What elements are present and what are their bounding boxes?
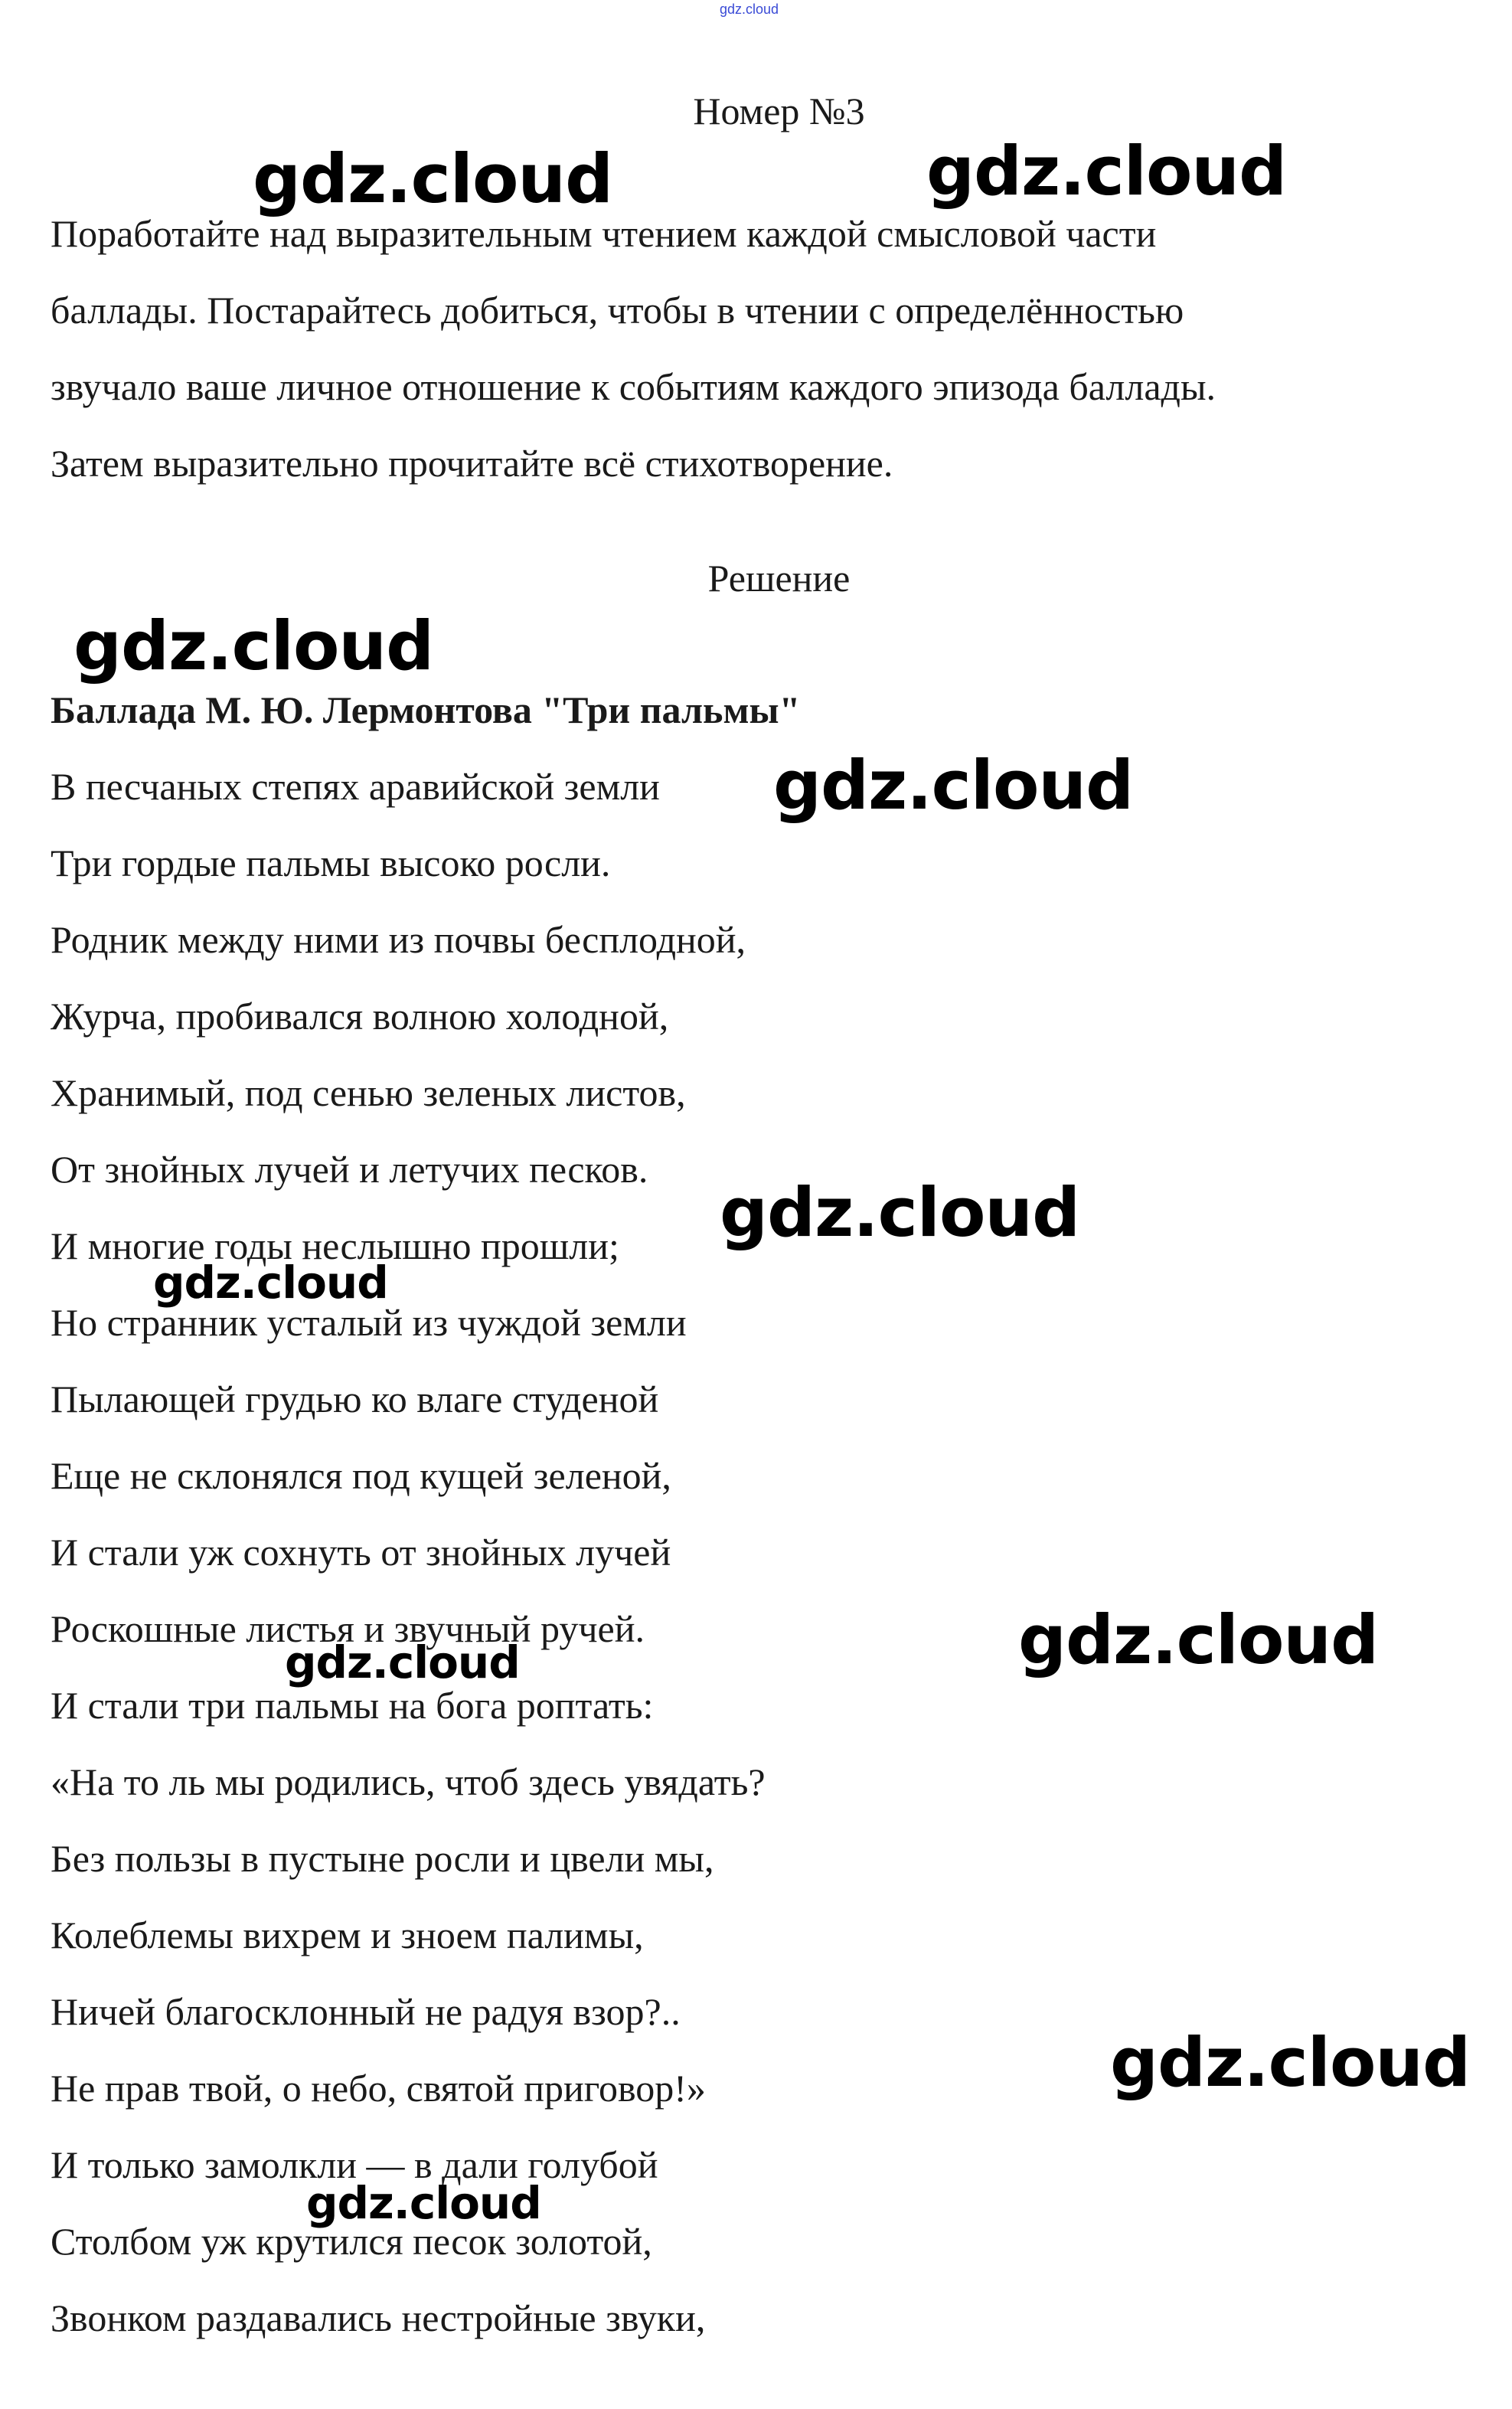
poem-line: Звонком раздавались нестройные звуки,: [51, 2296, 706, 2339]
task-line: баллады. Постарайтесь добиться, чтобы в чтении с определённостью: [51, 289, 1184, 332]
watermark: gdz.cloud: [73, 606, 434, 685]
poem-line: И стали уж сохнуть от знойных лучей: [51, 1531, 671, 1574]
poem-line: И многие годы неслышно прошли;: [51, 1224, 619, 1267]
poem-line: Ничей благосклонный не радуя взор?..: [51, 1990, 681, 2033]
poem-line: Журча, пробивался волною холодной,: [51, 995, 669, 1038]
watermark: gdz.cloud: [285, 1636, 520, 1688]
watermark: gdz.cloud: [926, 132, 1287, 211]
poem-line: И только замолкли — в дали голубой: [51, 2143, 658, 2186]
poem-line: Столбом уж крутился песок золотой,: [51, 2220, 652, 2263]
watermark: gdz.cloud: [1110, 2023, 1471, 2102]
poem-title: Баллада М. Ю. Лермонтова "Три пальмы": [51, 688, 801, 731]
watermark: gdz.cloud: [773, 746, 1134, 825]
poem-line: «На то ль мы родились, чтоб здесь увядать?: [51, 1760, 766, 1803]
watermark: gdz.cloud: [306, 2177, 541, 2229]
poem-line: В песчаных степях аравийской земли: [51, 765, 660, 808]
solution-heading: Решение: [707, 557, 851, 600]
task-line: звучало ваше личное отношение к событиям каждого эпизода баллады.: [51, 365, 1216, 408]
page-title: Номер №3: [693, 90, 865, 132]
watermark: gdz.cloud: [253, 139, 613, 218]
poem-line: Хранимый, под сенью зеленых листов,: [51, 1071, 686, 1114]
poem-line: Три гордые пальмы высоко росли.: [51, 842, 611, 884]
poem-line: От знойных лучей и летучих песков.: [51, 1148, 648, 1191]
task-line: Затем выразительно прочитайте всё стихотворение.: [51, 442, 893, 485]
poem-line: Роскошные листья и звучный ручей.: [51, 1607, 645, 1650]
watermark: gdz.cloud: [720, 1173, 1080, 1252]
watermark: gdz.cloud: [153, 1257, 388, 1309]
poem-line: Не прав твой, о небо, святой приговор!»: [51, 2067, 706, 2110]
poem-line: Еще не склонялся под кущей зеленой,: [51, 1454, 671, 1497]
watermark: gdz.cloud: [1018, 1600, 1379, 1679]
poem-line: И стали три пальмы на бога роптать:: [51, 1684, 654, 1727]
poem-line: Без пользы в пустыне росли и цвели мы,: [51, 1837, 714, 1880]
poem-line: Пылающей грудью ко влаге студеной: [51, 1378, 659, 1420]
poem-line: Родник между ними из почвы бесплодной,: [51, 918, 746, 961]
top-watermark: gdz.cloud: [720, 2, 779, 17]
poem-line: Но странник усталый из чуждой земли: [51, 1301, 687, 1344]
task-line: Поработайте над выразительным чтением каждой смысловой части: [51, 212, 1157, 255]
poem-line: Колеблемы вихрем и зноем палимы,: [51, 1914, 644, 1956]
